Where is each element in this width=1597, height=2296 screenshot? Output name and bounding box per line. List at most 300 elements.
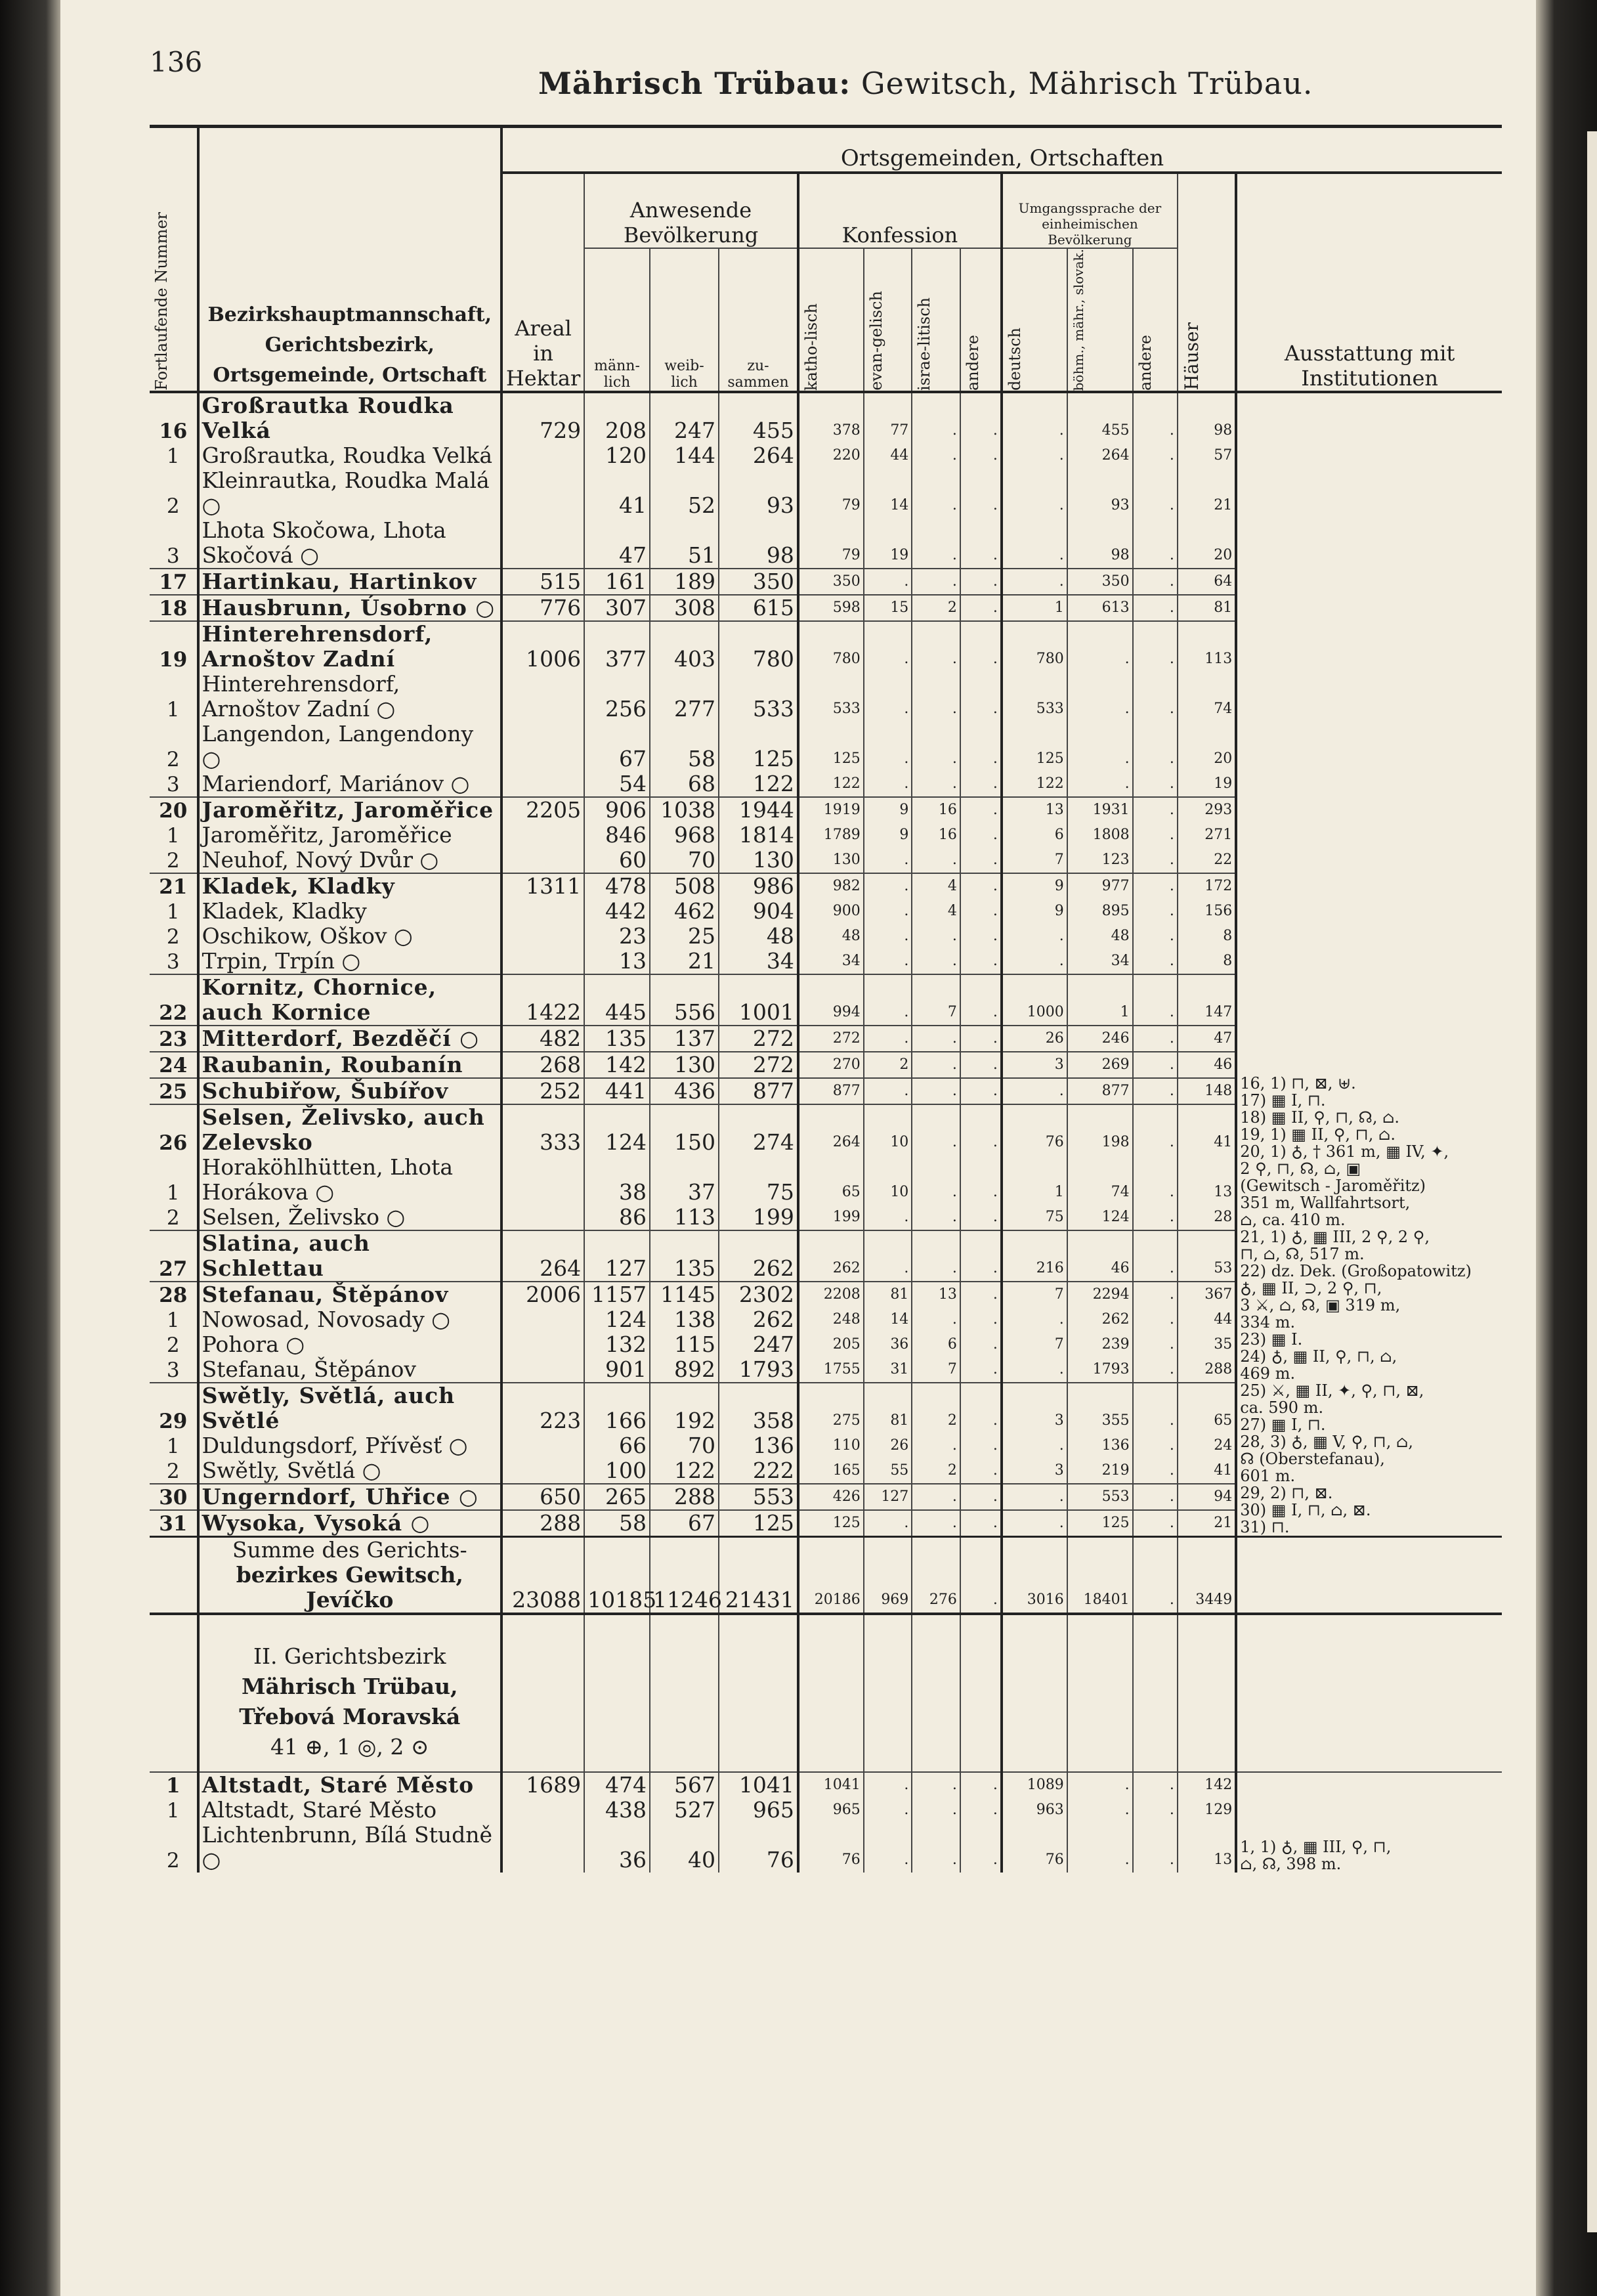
cell-areal <box>501 518 584 569</box>
institution-line: 469 m. <box>1240 1364 1296 1383</box>
cell-d: . <box>1002 1307 1067 1332</box>
cell-areal <box>501 899 584 924</box>
cell-w: 70 <box>650 1433 719 1458</box>
cell-w: 137 <box>650 1026 719 1052</box>
cell-o: . <box>1133 1205 1178 1230</box>
cell-z: 262 <box>719 1307 798 1332</box>
cell-k: 272 <box>798 1026 864 1052</box>
place-name <box>198 1282 501 1307</box>
institution-line: 30) ▦ I, ⊓, ⌂, ⊠. <box>1240 1500 1371 1519</box>
ortschaft-name: Altstadt, Staré Město <box>202 1796 437 1823</box>
cell-d: 1089 <box>1002 1772 1067 1798</box>
cell-k: 110 <box>798 1433 864 1458</box>
cell-m: 442 <box>584 899 650 924</box>
cell-a: . <box>960 1510 1002 1537</box>
institution-line: 31) ⊓. <box>1240 1517 1290 1536</box>
cell-d: 122 <box>1002 771 1067 797</box>
row-number: 19 <box>150 621 198 672</box>
cell-m: 208 <box>584 392 650 443</box>
cell-e: 44 <box>864 443 912 468</box>
summary-i: 276 <box>912 1536 960 1614</box>
empty-cell <box>584 1614 650 1772</box>
cell-d: 7 <box>1002 1332 1067 1357</box>
cell-z: 1814 <box>719 823 798 848</box>
gemeinde-name: Slatina, auch Schlettau <box>202 1230 370 1281</box>
cell-m: 100 <box>584 1458 650 1484</box>
cell-m: 58 <box>584 1510 650 1537</box>
cell-m: 60 <box>584 848 650 873</box>
cell-e: . <box>864 771 912 797</box>
cell-z: 965 <box>719 1798 798 1823</box>
cell-z: 136 <box>719 1433 798 1458</box>
cell-z: 358 <box>719 1383 798 1433</box>
cell-o: . <box>1133 1052 1178 1078</box>
cell-m: 1157 <box>584 1282 650 1307</box>
row-number: 1 <box>166 1798 180 1823</box>
place-name <box>198 771 501 797</box>
col-weiblich-header: weib-lich <box>650 248 719 392</box>
cell-i: . <box>912 1205 960 1230</box>
cell-a: . <box>960 949 1002 974</box>
cell-m: 307 <box>584 595 650 621</box>
cell-d: 76 <box>1002 1823 1067 1873</box>
cell-a: . <box>960 899 1002 924</box>
cell-k: 220 <box>798 443 864 468</box>
cell-a: . <box>960 1307 1002 1332</box>
col-boehm-header: böhm., mähr., slovak. <box>1067 248 1133 392</box>
cell-b: 219 <box>1067 1458 1133 1484</box>
cell-i: . <box>912 771 960 797</box>
cell-d: 6 <box>1002 823 1067 848</box>
cell-b: 74 <box>1067 1155 1133 1205</box>
page-title-bold: Mährisch Trübau: <box>538 66 851 101</box>
row-number: 1 <box>166 899 180 924</box>
cell-z: 247 <box>719 1332 798 1357</box>
cell-areal: 2205 <box>501 797 584 823</box>
institutions-column <box>1236 392 1502 1537</box>
institution-line: ⊓, ⌂, ☊, 517 m. <box>1240 1244 1365 1263</box>
cell-areal: 729 <box>501 392 584 443</box>
cell-h: 98 <box>1178 392 1236 443</box>
cell-b: 455 <box>1067 392 1133 443</box>
cell-k: 533 <box>798 672 864 722</box>
cell-a: . <box>960 392 1002 443</box>
cell-w: 567 <box>650 1772 719 1798</box>
cell-i: . <box>912 1772 960 1798</box>
cell-m: 441 <box>584 1078 650 1104</box>
cell-a: . <box>960 771 1002 797</box>
cell-k: 350 <box>798 569 864 595</box>
row-number: 20 <box>150 797 198 823</box>
cell-b: 93 <box>1067 468 1133 518</box>
cell-m: 47 <box>584 518 650 569</box>
place-name <box>198 1104 501 1155</box>
row-number: 3 <box>166 772 180 796</box>
institution-line: ☊ (Oberstefanau), <box>1240 1449 1385 1468</box>
cell-k: 48 <box>798 924 864 949</box>
institution-line: 20, 1) ♁, † 361 m, ▦ IV, ✦, <box>1240 1142 1449 1161</box>
cell-w: 308 <box>650 595 719 621</box>
cell-areal: 268 <box>501 1052 584 1078</box>
cell-h: 129 <box>1178 1798 1236 1823</box>
cell-z: 34 <box>719 949 798 974</box>
cell-z: 615 <box>719 595 798 621</box>
cell-w: 122 <box>650 1458 719 1484</box>
cell-k: 125 <box>798 1510 864 1537</box>
cell-m: 124 <box>584 1307 650 1332</box>
col-israelitisch-header: israe-litisch <box>912 248 960 392</box>
cell-w: 68 <box>650 771 719 797</box>
cell-o: . <box>1133 595 1178 621</box>
cell-h: 293 <box>1178 797 1236 823</box>
cell-w: 403 <box>650 621 719 672</box>
cell-e: . <box>864 949 912 974</box>
cell-i: . <box>912 392 960 443</box>
place-name <box>198 1332 501 1357</box>
institution-line: 29, 2) ⊓, ⊠. <box>1240 1483 1333 1502</box>
institutions-column <box>1236 1772 1502 1873</box>
cell-z: 553 <box>719 1484 798 1510</box>
bevoelkerung-header: Anwesende Bevölkerung <box>584 173 798 248</box>
place-name <box>198 848 501 873</box>
cell-w: 288 <box>650 1484 719 1510</box>
empty-cell <box>650 1614 719 1772</box>
table-row <box>150 1772 1502 1798</box>
cell-m: 124 <box>584 1104 650 1155</box>
place-name <box>198 392 501 443</box>
place-name <box>198 1052 501 1078</box>
cell-w: 968 <box>650 823 719 848</box>
cell-i: . <box>912 1510 960 1537</box>
cell-w: 892 <box>650 1357 719 1383</box>
institution-line: 25) ⚔, ▦ II, ✦, ⚲, ⊓, ⊠, <box>1240 1381 1424 1400</box>
cell-k: 248 <box>798 1307 864 1332</box>
cell-o: . <box>1133 899 1178 924</box>
cell-w: 113 <box>650 1205 719 1230</box>
cell-h: 41 <box>1178 1458 1236 1484</box>
cell-k: 1041 <box>798 1772 864 1798</box>
cell-k: 780 <box>798 621 864 672</box>
row-number: 2 <box>166 1459 180 1483</box>
cell-i: 2 <box>912 1458 960 1484</box>
row-number: 18 <box>150 595 198 621</box>
cell-m: 66 <box>584 1433 650 1458</box>
cell-m: 474 <box>584 1772 650 1798</box>
col-zusammen-header: zu-sammen <box>719 248 798 392</box>
cell-o: . <box>1133 848 1178 873</box>
cell-k: 76 <box>798 1823 864 1873</box>
row-number: 26 <box>150 1104 198 1155</box>
institution-line: 19, 1) ▦ II, ⚲, ⊓, ⌂. <box>1240 1125 1395 1144</box>
gemeinde-name: Altstadt, Staré Město <box>202 1771 475 1798</box>
col-ausstattung-header: Ausstattung mit Institutionen <box>1236 173 1502 392</box>
cell-i: . <box>912 518 960 569</box>
summary-z: 21431 <box>719 1536 798 1614</box>
cell-e: 14 <box>864 468 912 518</box>
cell-z: 222 <box>719 1458 798 1484</box>
cell-k: 1755 <box>798 1357 864 1383</box>
place-name <box>198 443 501 468</box>
cell-i: . <box>912 443 960 468</box>
cell-w: 37 <box>650 1155 719 1205</box>
cell-i: . <box>912 848 960 873</box>
cell-b: . <box>1067 1823 1133 1873</box>
cell-areal <box>501 949 584 974</box>
row-number: 1 <box>166 444 180 468</box>
institution-line: 334 m. <box>1240 1312 1296 1332</box>
place-name <box>198 974 501 1026</box>
cell-z: 93 <box>719 468 798 518</box>
cell-d: 533 <box>1002 672 1067 722</box>
gemeinde-name: Großrautka Roudka Velká <box>202 392 454 443</box>
summary-a: . <box>960 1536 1002 1614</box>
institution-line: ca. 590 m. <box>1240 1398 1324 1417</box>
cell-areal: 252 <box>501 1078 584 1104</box>
col-name-header: Bezirkshauptmannschaft, Gerichtsbezirk, Ortsgemeinde, Ortschaft <box>198 127 501 392</box>
institution-line: 18) ▦ II, ⚲, ⊓, ☊, ⌂. <box>1240 1108 1400 1127</box>
cell-d: . <box>1002 468 1067 518</box>
cell-m: 901 <box>584 1357 650 1383</box>
cell-h: 46 <box>1178 1052 1236 1078</box>
cell-k: 900 <box>798 899 864 924</box>
cell-o: . <box>1133 823 1178 848</box>
row-number: 2 <box>166 1333 180 1357</box>
cell-i: 2 <box>912 1383 960 1433</box>
cell-i: 13 <box>912 1282 960 1307</box>
cell-b: 46 <box>1067 1230 1133 1282</box>
bezirk-nr <box>150 1614 198 1772</box>
row-number: 30 <box>150 1484 198 1510</box>
cell-m: 23 <box>584 924 650 949</box>
cell-e: . <box>864 974 912 1026</box>
cell-i: . <box>912 468 960 518</box>
cell-e: . <box>864 1078 912 1104</box>
summary-nr <box>150 1536 198 1614</box>
empty-cell <box>1178 1614 1236 1772</box>
cell-d: 1000 <box>1002 974 1067 1026</box>
cell-z: 125 <box>719 722 798 771</box>
row-number: 16 <box>150 392 198 443</box>
cell-h: 47 <box>1178 1026 1236 1052</box>
place-name <box>198 1155 501 1205</box>
institution-line: (Gewitsch - Jaroměřitz) <box>1240 1176 1426 1195</box>
cell-w: 40 <box>650 1823 719 1873</box>
ortschaft-name: Lhota Skočowa, Lhota Skočová ○ <box>202 517 446 568</box>
cell-z: 1001 <box>719 974 798 1026</box>
cell-h: 20 <box>1178 518 1236 569</box>
cell-e: . <box>864 873 912 899</box>
empty-cell <box>864 1614 912 1772</box>
cell-w: 144 <box>650 443 719 468</box>
col-nr-header: Fortlaufende Nummer <box>150 127 198 392</box>
col-andere2-header: andere <box>1133 248 1178 392</box>
cell-k: 965 <box>798 1798 864 1823</box>
bezirk-heading-line1: II. Gerichtsbezirk <box>253 1643 446 1669</box>
cell-a: . <box>960 797 1002 823</box>
cell-i: . <box>912 1823 960 1873</box>
cell-b: 355 <box>1067 1383 1133 1433</box>
cell-a: . <box>960 468 1002 518</box>
col-deutsch-header: deutsch <box>1002 248 1067 392</box>
gemeinde-name: Kladek, Kladky <box>202 873 395 899</box>
cell-k: 994 <box>798 974 864 1026</box>
cell-m: 166 <box>584 1383 650 1433</box>
col-haeuser-header: Häuser <box>1178 173 1236 392</box>
summary-w: 11246 <box>650 1536 719 1614</box>
institution-line: 21, 1) ♁, ▦ III, 2 ⚲, 2 ⚲, <box>1240 1227 1430 1246</box>
place-name <box>198 1510 501 1537</box>
cell-areal: 1422 <box>501 974 584 1026</box>
cell-b: 98 <box>1067 518 1133 569</box>
cell-k: 598 <box>798 595 864 621</box>
cell-areal <box>501 771 584 797</box>
cell-e: 15 <box>864 595 912 621</box>
cell-h: 147 <box>1178 974 1236 1026</box>
cell-b: 877 <box>1067 1078 1133 1104</box>
row-number: 1 <box>166 823 180 848</box>
cell-h: 142 <box>1178 1772 1236 1798</box>
cell-i: 6 <box>912 1332 960 1357</box>
cell-d: 3 <box>1002 1458 1067 1484</box>
cell-w: 527 <box>650 1798 719 1823</box>
cell-o: . <box>1133 771 1178 797</box>
cell-k: 1789 <box>798 823 864 848</box>
summary-e: 969 <box>864 1536 912 1614</box>
cell-b: 350 <box>1067 569 1133 595</box>
empty-cell <box>798 1614 864 1772</box>
row-number: 28 <box>150 1282 198 1307</box>
cell-h: 35 <box>1178 1332 1236 1357</box>
col-evangelisch-header: evan-gelisch <box>864 248 912 392</box>
cell-h: 53 <box>1178 1230 1236 1282</box>
ortschaft-name: Großrautka, Roudka Velká <box>202 442 493 468</box>
cell-w: 277 <box>650 672 719 722</box>
cell-o: . <box>1133 443 1178 468</box>
cell-h: 74 <box>1178 672 1236 722</box>
row-number: 29 <box>150 1383 198 1433</box>
scan-shadow-left <box>0 0 66 2296</box>
cell-z: 904 <box>719 899 798 924</box>
cell-e: . <box>864 1772 912 1798</box>
row-number: 27 <box>150 1230 198 1282</box>
place-name <box>198 722 501 771</box>
cell-d: . <box>1002 1510 1067 1537</box>
cell-d: 7 <box>1002 848 1067 873</box>
cell-w: 247 <box>650 392 719 443</box>
cell-d: 1 <box>1002 1155 1067 1205</box>
summary-o: . <box>1133 1536 1178 1614</box>
cell-z: 130 <box>719 848 798 873</box>
cell-h: 20 <box>1178 722 1236 771</box>
ortschaft-name: Kladek, Kladky <box>202 898 367 924</box>
cell-o: . <box>1133 1823 1178 1873</box>
cell-z: 1793 <box>719 1357 798 1383</box>
cell-b: . <box>1067 771 1133 797</box>
cell-areal <box>501 1155 584 1205</box>
cell-a: . <box>960 1458 1002 1484</box>
cell-w: 1038 <box>650 797 719 823</box>
summary-m: 10185 <box>584 1536 650 1614</box>
cell-b: 2294 <box>1067 1282 1133 1307</box>
ortschaft-name: Mariendorf, Mariánov ○ <box>202 770 470 796</box>
cell-i: . <box>912 1484 960 1510</box>
cell-k: 2208 <box>798 1282 864 1307</box>
cell-d: . <box>1002 392 1067 443</box>
cell-h: 172 <box>1178 873 1236 899</box>
summary-h: 3449 <box>1178 1536 1236 1614</box>
place-name <box>198 1205 501 1230</box>
cell-k: 264 <box>798 1104 864 1155</box>
cell-e: . <box>864 1026 912 1052</box>
cell-e: . <box>864 1798 912 1823</box>
cell-a: . <box>960 1282 1002 1307</box>
table-header <box>150 127 1502 392</box>
row-number: 3 <box>166 544 180 568</box>
cell-a: . <box>960 1798 1002 1823</box>
cell-h: 28 <box>1178 1205 1236 1230</box>
cell-b: 125 <box>1067 1510 1133 1537</box>
cell-w: 436 <box>650 1078 719 1104</box>
cell-areal: 288 <box>501 1510 584 1537</box>
cell-areal: 333 <box>501 1104 584 1155</box>
row-number: 2 <box>166 494 180 518</box>
row-number: 24 <box>150 1052 198 1078</box>
cell-areal <box>501 1433 584 1458</box>
cell-o: . <box>1133 1307 1178 1332</box>
cell-d: 963 <box>1002 1798 1067 1823</box>
ortschaft-name: Lichtenbrunn, Bílá Studně ○ <box>202 1821 493 1873</box>
cell-b: 198 <box>1067 1104 1133 1155</box>
cell-a: . <box>960 1026 1002 1052</box>
cell-i: . <box>912 1078 960 1104</box>
ortschaft-name: Horaköhlhütten, Lhota Horákova ○ <box>202 1154 454 1205</box>
cell-b: 269 <box>1067 1052 1133 1078</box>
cell-k: 79 <box>798 518 864 569</box>
place-name <box>198 621 501 672</box>
cell-z: 272 <box>719 1052 798 1078</box>
cell-o: . <box>1133 1458 1178 1484</box>
gemeinde-name: Stefanau, Štěpánov <box>202 1281 449 1307</box>
cell-areal <box>501 1458 584 1484</box>
cell-z: 75 <box>719 1155 798 1205</box>
bezirk-heading-line4: 41 ⊕, 1 ◎, 2 ⊙ <box>270 1733 429 1760</box>
cell-m: 161 <box>584 569 650 595</box>
cell-e: . <box>864 1205 912 1230</box>
gemeinde-name: Selsen, Želivsko, auch Zelevsko <box>202 1104 485 1155</box>
cell-e: 81 <box>864 1383 912 1433</box>
gemeinde-name: Mitterdorf, Bezděčí ○ <box>202 1025 480 1051</box>
cell-o: . <box>1133 1772 1178 1798</box>
cell-b: 1808 <box>1067 823 1133 848</box>
gemeinde-name: Kornitz, Chornice, auch Kornice <box>202 974 437 1025</box>
place-name <box>198 924 501 949</box>
empty-cell <box>1067 1614 1133 1772</box>
cell-d: 3 <box>1002 1383 1067 1433</box>
cell-m: 438 <box>584 1798 650 1823</box>
cell-o: . <box>1133 924 1178 949</box>
table-body <box>150 392 1502 1873</box>
cell-a: . <box>960 1155 1002 1205</box>
cell-m: 86 <box>584 1205 650 1230</box>
cell-h: 65 <box>1178 1383 1236 1433</box>
cell-m: 41 <box>584 468 650 518</box>
cell-h: 148 <box>1178 1078 1236 1104</box>
page-title-rest: Gewitsch, Mährisch Trübau. <box>851 66 1313 101</box>
row-number: 2 <box>166 1205 180 1230</box>
cell-a: . <box>960 1433 1002 1458</box>
row-number: 1 <box>166 1434 180 1458</box>
ortschaft-name: Oschikow, Oškov ○ <box>202 922 413 949</box>
